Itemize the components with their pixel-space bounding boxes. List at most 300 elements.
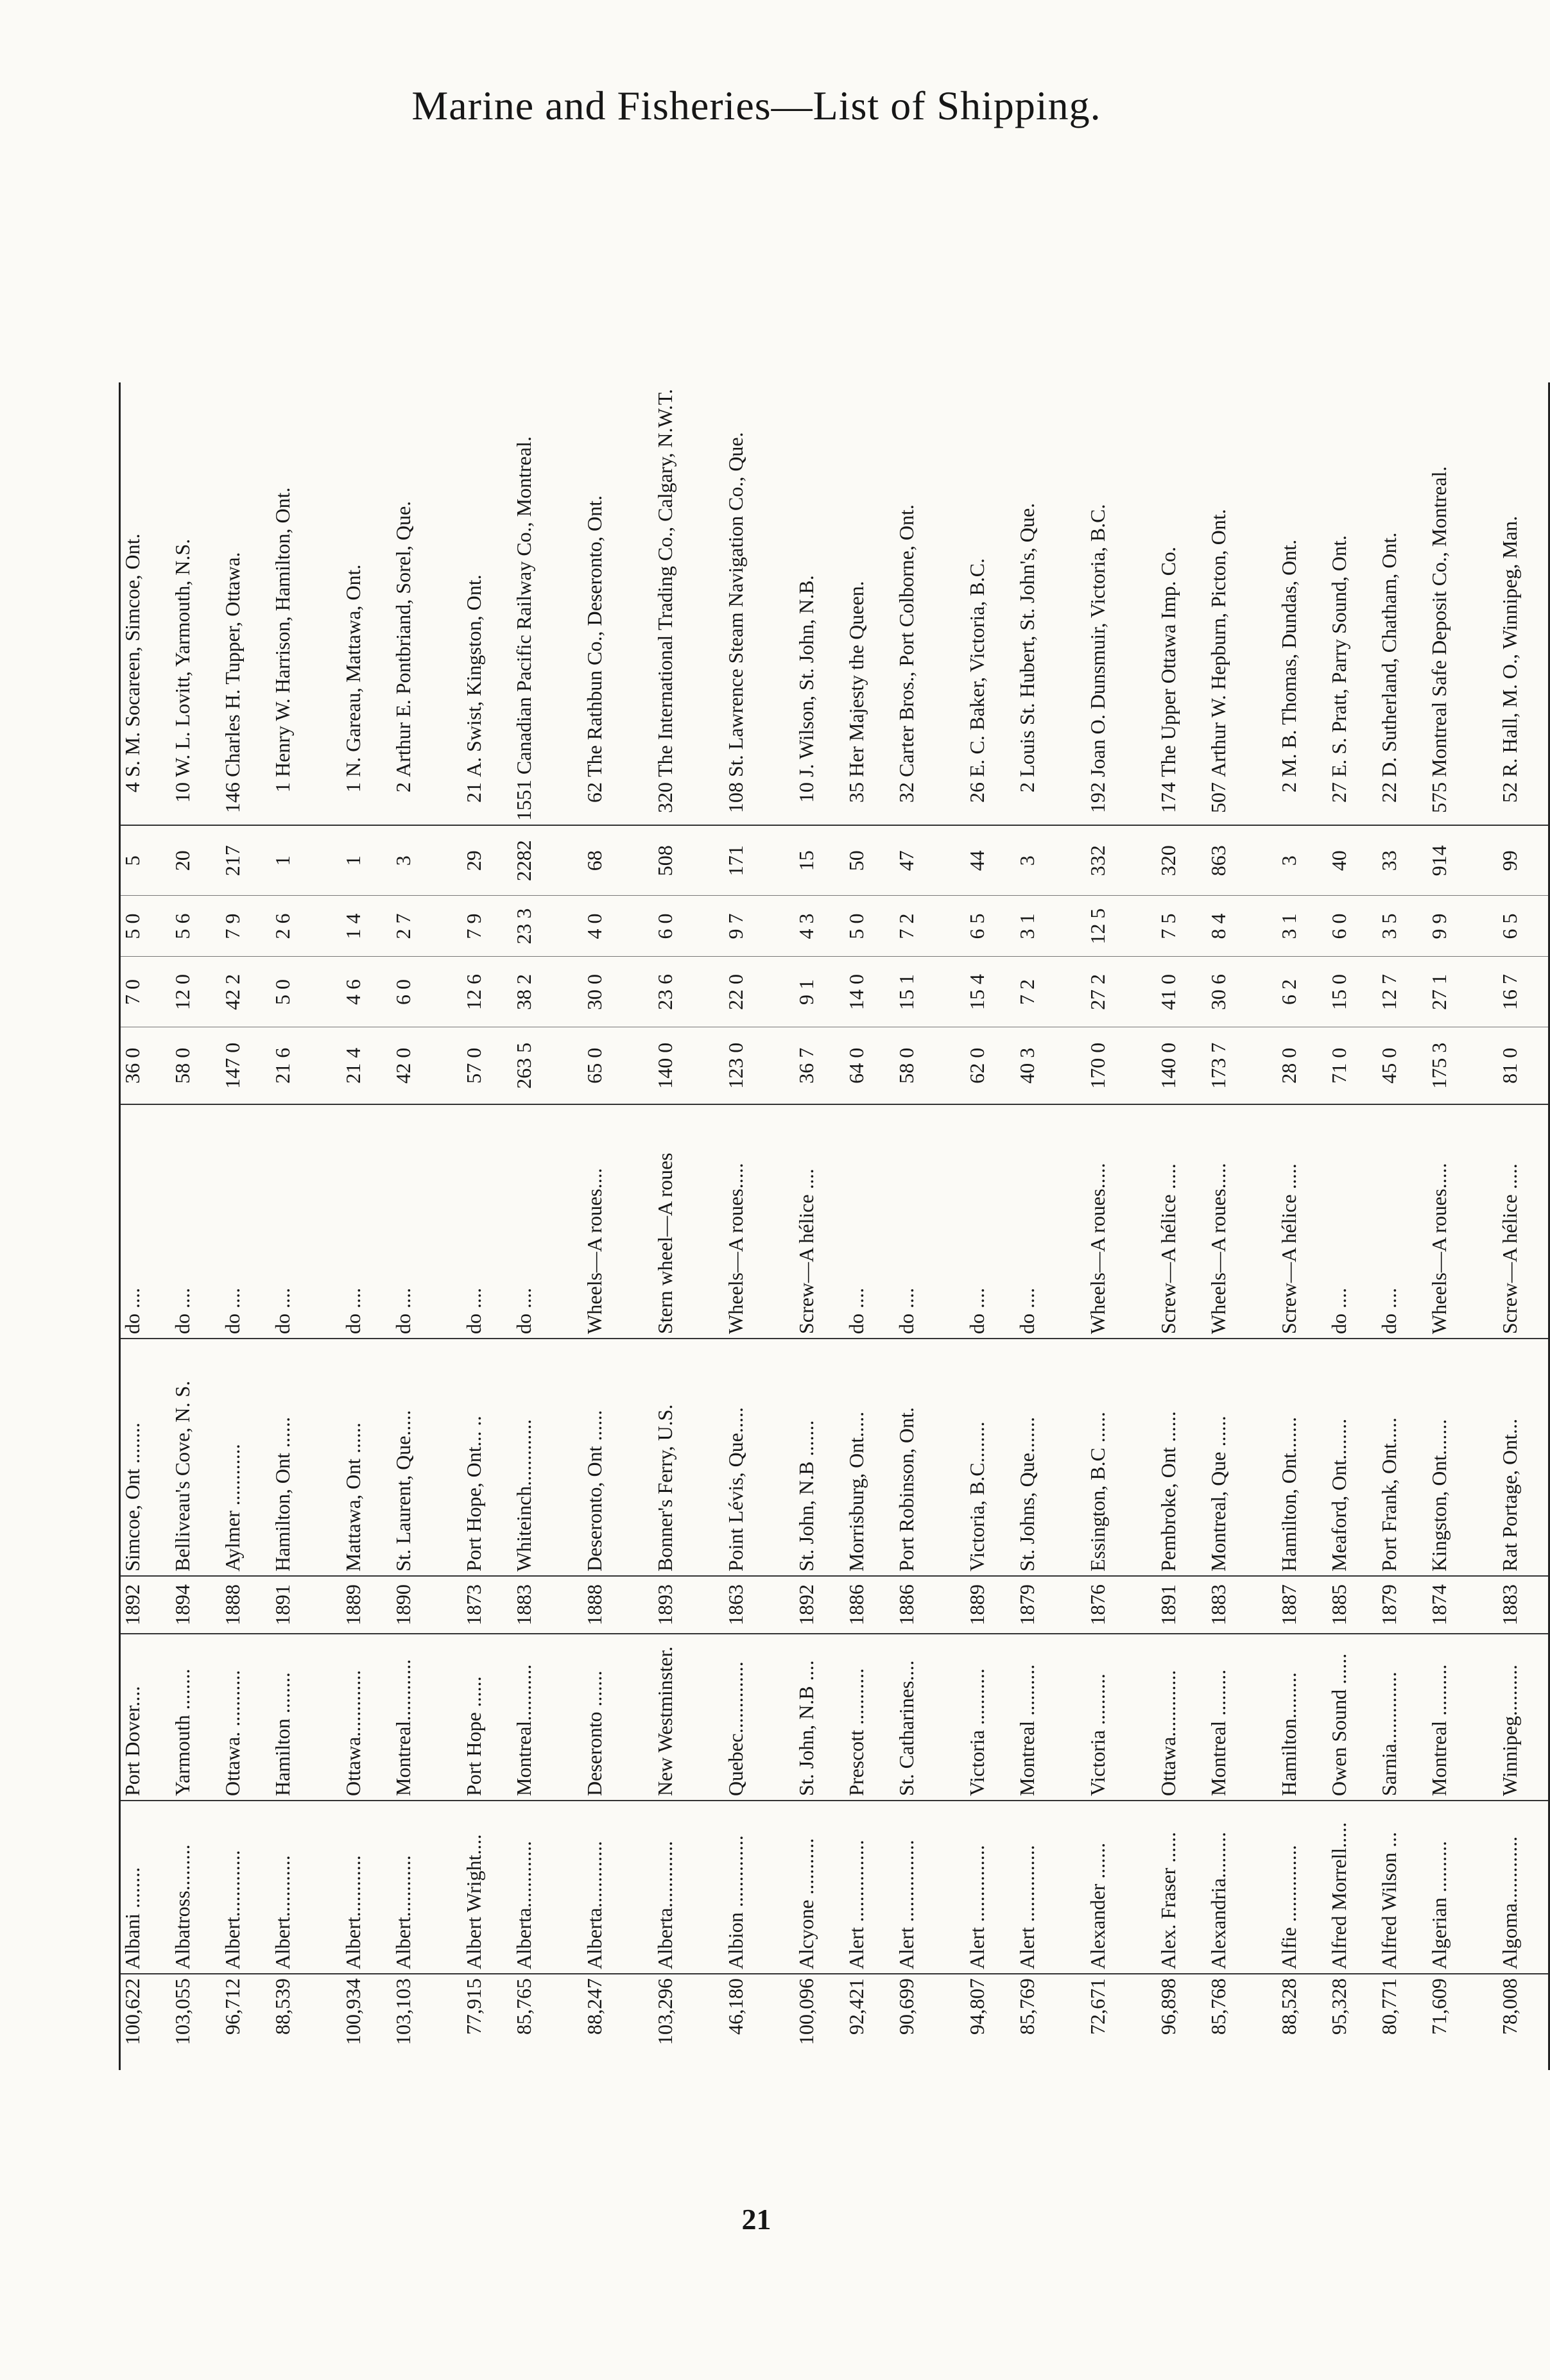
propulsion-cell: do .... <box>1377 1104 1427 1339</box>
official-number-cell: 80,771 <box>1377 1974 1427 2070</box>
breadth-cell: 15 1 <box>895 957 965 1027</box>
official-number-cell: 78,008 <box>1498 1974 1549 2070</box>
length-cell: 21 4 <box>341 1027 392 1104</box>
year-built-cell: 1863 <box>724 1576 795 1634</box>
propulsion-cell: Wheels—A roues..... <box>1427 1104 1498 1339</box>
vessel-name-cell: Alberta............. <box>653 1801 724 1974</box>
page-number: 21 <box>741 2203 771 2236</box>
port-of-registry-cell: Victoria ........... <box>965 1634 1015 1801</box>
year-built-cell: 1891 <box>271 1576 341 1634</box>
gross-tonnage-cell: 914 <box>1427 825 1498 896</box>
port-of-registry-cell: Port Hope ...... <box>462 1634 512 1801</box>
year-built-cell: 1894 <box>171 1576 221 1634</box>
length-cell: 62 0 <box>965 1027 1015 1104</box>
vessel-name-cell: Algerian .......... <box>1427 1801 1498 1974</box>
depth-cell: 2 6 <box>271 896 341 957</box>
place-built-cell: Bonner's Ferry, U.S. <box>653 1339 724 1576</box>
propulsion-cell: Wheels—A roues.... <box>583 1104 653 1339</box>
depth-cell: 5 0 <box>120 896 171 957</box>
register-tonnage-value: 1551 <box>512 780 535 821</box>
official-number-cell: 103,296 <box>653 1974 724 2070</box>
owner-cell <box>1327 382 1377 825</box>
year-built-cell: 1883 <box>512 1576 583 1634</box>
depth-cell: 8 4 <box>1207 896 1277 957</box>
breadth-cell: 12 0 <box>171 957 221 1027</box>
port-of-registry-cell: Montreal .......... <box>1015 1634 1086 1801</box>
length-cell: 65 0 <box>583 1027 653 1104</box>
owner-cell <box>512 382 583 825</box>
breadth-cell: 7 0 <box>120 957 171 1027</box>
propulsion-cell: do .... <box>462 1104 512 1339</box>
official-number-cell: 103,055 <box>171 1974 221 2070</box>
breadth-cell: 12 6 <box>462 957 512 1027</box>
vessel-name-cell: Albert Wright.... <box>462 1801 512 1974</box>
gross-tonnage-cell: 20 <box>171 825 221 896</box>
owner-cell <box>1015 382 1086 825</box>
official-number-cell: 88,247 <box>583 1974 653 2070</box>
gross-tonnage-cell: 44 <box>965 825 1015 896</box>
propulsion-cell: Screw—A hélice ..... <box>1277 1104 1327 1339</box>
year-built-cell: 1883 <box>1207 1576 1277 1634</box>
gross-tonnage-cell: 3 <box>1277 825 1327 896</box>
official-number-cell: 46,180 <box>724 1974 795 2070</box>
length-cell: 36 7 <box>795 1027 845 1104</box>
gross-tonnage-cell: 1 <box>271 825 341 896</box>
table-row <box>1157 382 1207 2070</box>
length-cell: 40 3 <box>1015 1027 1086 1104</box>
gross-tonnage-cell: 50 <box>845 825 895 896</box>
breadth-cell: 12 7 <box>1377 957 1427 1027</box>
breadth-cell: 41 0 <box>1157 957 1207 1027</box>
port-of-registry-cell: Winnipeg.......... <box>1498 1634 1549 1801</box>
place-built-cell: Simcoe, Ont ........ <box>120 1339 171 1576</box>
official-number-cell: 72,671 <box>1086 1974 1157 2070</box>
place-built-cell: Aylmer ............ <box>221 1339 271 1576</box>
register-tonnage-value: 1 <box>271 782 294 792</box>
depth-cell: 6 0 <box>1327 896 1377 957</box>
owner-name: J. Wilson, St. John, N.B. <box>795 575 818 777</box>
owner-name: R. Hall, M. O., Winnipeg, Man. <box>1498 516 1521 777</box>
vessel-name-cell: Alberta............. <box>512 1801 583 1974</box>
table-row <box>512 382 583 2070</box>
owner-cell <box>583 382 653 825</box>
place-built-cell: Montreal, Que ...... <box>1207 1339 1277 1576</box>
year-built-cell: 1886 <box>895 1576 965 1634</box>
length-cell: 28 0 <box>1277 1027 1327 1104</box>
vessel-name-cell: Albani ........ <box>120 1801 171 1974</box>
owner-cell <box>724 382 795 825</box>
depth-cell: 6 5 <box>1498 896 1549 957</box>
length-cell: 42 0 <box>392 1027 462 1104</box>
owner-cell <box>221 382 271 825</box>
length-cell: 147 0 <box>221 1027 271 1104</box>
year-built-cell: 1892 <box>120 1576 171 1634</box>
register-tonnage-value: 27 <box>1327 782 1350 803</box>
register-tonnage-value: 4 <box>121 782 144 792</box>
length-cell: 175 3 <box>1427 1027 1498 1104</box>
length-cell: 36 0 <box>120 1027 171 1104</box>
table-row <box>1207 382 1277 2070</box>
owner-name: S. M. Socareen, Simcoe, Ont. <box>121 533 144 777</box>
vessel-name-cell: Albert............. <box>221 1801 271 1974</box>
breadth-cell: 4 6 <box>341 957 392 1027</box>
register-tonnage-value: 108 <box>724 782 747 813</box>
official-number-cell: 85,765 <box>512 1974 583 2070</box>
owner-cell <box>171 382 221 825</box>
depth-cell: 9 7 <box>724 896 795 957</box>
vessel-name-cell: Albion .............. <box>724 1801 795 1974</box>
breadth-cell: 15 4 <box>965 957 1015 1027</box>
register-tonnage-value: 21 <box>462 782 485 803</box>
depth-cell: 7 9 <box>221 896 271 957</box>
port-of-registry-cell: Montreal .......... <box>1427 1634 1498 1801</box>
depth-cell: 4 3 <box>795 896 845 957</box>
length-cell: 263 5 <box>512 1027 583 1104</box>
port-of-registry-cell: Montreal........... <box>512 1634 583 1801</box>
register-tonnage-value: 22 <box>1377 782 1400 803</box>
depth-cell: 3 1 <box>1015 896 1086 957</box>
official-number-cell: 85,768 <box>1207 1974 1277 2070</box>
owner-name: The Upper Ottawa Imp. Co. <box>1157 546 1180 777</box>
propulsion-cell: Screw—A hélice ..... <box>1498 1104 1549 1339</box>
table-row <box>392 382 462 2070</box>
propulsion-cell: do .... <box>171 1104 221 1339</box>
year-built-cell: 1889 <box>341 1576 392 1634</box>
length-cell: 21 6 <box>271 1027 341 1104</box>
official-number-cell: 96,712 <box>221 1974 271 2070</box>
gross-tonnage-cell: 40 <box>1327 825 1377 896</box>
place-built-cell: Point Lévis, Que..... <box>724 1339 795 1576</box>
gross-tonnage-cell: 1 <box>341 825 392 896</box>
register-tonnage-value: 320 <box>653 782 676 813</box>
gross-tonnage-cell: 320 <box>1157 825 1207 896</box>
place-built-cell: Mattawa, Ont ...... <box>341 1339 392 1576</box>
propulsion-cell: do .... <box>845 1104 895 1339</box>
register-tonnage-value: 35 <box>845 782 868 803</box>
rotated-table-wrapper <box>119 382 1521 2070</box>
propulsion-cell: do .... <box>341 1104 392 1339</box>
vessel-name-cell: Albert............ <box>392 1801 462 1974</box>
vessel-name-cell: Alfie ............... <box>1277 1801 1327 1974</box>
propulsion-cell: do .... <box>120 1104 171 1339</box>
register-tonnage-value: 2 <box>392 782 415 792</box>
year-built-cell: 1888 <box>221 1576 271 1634</box>
vessel-name-cell: Alexandria......... <box>1207 1801 1277 1974</box>
vessel-name-cell: Albert............ <box>271 1801 341 1974</box>
official-number-cell: 100,096 <box>795 1974 845 2070</box>
owner-name: Arthur E. Pontbriand, Sorel, Que. <box>392 501 415 777</box>
port-of-registry-cell: Quebec.............. <box>724 1634 795 1801</box>
breadth-cell: 30 6 <box>1207 957 1277 1027</box>
length-cell: 58 0 <box>171 1027 221 1104</box>
length-cell: 170 0 <box>1086 1027 1157 1104</box>
shipping-table-region <box>119 382 1521 2070</box>
year-built-cell: 1890 <box>392 1576 462 1634</box>
port-of-registry-cell: Hamilton......... <box>1277 1634 1327 1801</box>
owner-name: E. S. Pratt, Parry Sound, Ont. <box>1327 535 1350 777</box>
owner-name: The International Trading Co., Calgary, N.W.T. <box>653 389 676 777</box>
gross-tonnage-cell: 3 <box>1015 825 1086 896</box>
gross-tonnage-cell: 2282 <box>512 825 583 896</box>
table-row <box>583 382 653 2070</box>
owner-cell <box>1427 382 1498 825</box>
owner-cell <box>462 382 512 825</box>
owner-name: A. Swist, Kingston, Ont. <box>462 574 485 777</box>
register-tonnage-value: 174 <box>1157 782 1180 813</box>
table-row <box>221 382 271 2070</box>
depth-cell: 7 9 <box>462 896 512 957</box>
vessel-name-cell: Alberta............. <box>583 1801 653 1974</box>
owner-name: Arthur W. Hepburn, Picton, Ont. <box>1207 509 1230 777</box>
owner-name: M. B. Thomas, Dundas, Ont. <box>1277 539 1300 777</box>
depth-cell: 3 5 <box>1377 896 1427 957</box>
propulsion-cell: do .... <box>1015 1104 1086 1339</box>
depth-cell: 5 6 <box>171 896 221 957</box>
vessel-name-cell: Alexander ....... <box>1086 1801 1157 1974</box>
owner-name: N. Gareau, Mattawa, Ont. <box>341 564 365 777</box>
port-of-registry-cell: Deseronto ....... <box>583 1634 653 1801</box>
vessel-name-cell: Alfred Wilson ... <box>1377 1801 1427 1974</box>
register-tonnage-value: 192 <box>1086 782 1109 813</box>
place-built-cell: Deseronto, Ont ...... <box>583 1339 653 1576</box>
owner-cell <box>1277 382 1327 825</box>
place-built-cell: Meaford, Ont........ <box>1327 1339 1377 1576</box>
breadth-cell: 5 0 <box>271 957 341 1027</box>
place-built-cell: Port Frank, Ont..... <box>1377 1339 1427 1576</box>
length-cell: 173 7 <box>1207 1027 1277 1104</box>
depth-cell: 7 2 <box>895 896 965 957</box>
place-built-cell: Essington, B.C ...... <box>1086 1339 1157 1576</box>
length-cell: 71 0 <box>1327 1027 1377 1104</box>
table-row <box>1086 382 1157 2070</box>
place-built-cell: Kingston, Ont....... <box>1427 1339 1498 1576</box>
gross-tonnage-cell: 217 <box>221 825 271 896</box>
gross-tonnage-cell: 3 <box>392 825 462 896</box>
breadth-cell: 6 2 <box>1277 957 1327 1027</box>
gross-tonnage-cell: 33 <box>1377 825 1427 896</box>
propulsion-cell: do .... <box>895 1104 965 1339</box>
gross-tonnage-cell: 508 <box>653 825 724 896</box>
official-number-cell: 85,769 <box>1015 1974 1086 2070</box>
gross-tonnage-cell: 99 <box>1498 825 1549 896</box>
vessel-name-cell: Albatross......... <box>171 1801 221 1974</box>
register-tonnage-value: 2 <box>1015 782 1038 792</box>
owner-cell <box>271 382 341 825</box>
port-of-registry-cell: Ottawa............. <box>341 1634 392 1801</box>
vessel-name-cell: Alert ............... <box>1015 1801 1086 1974</box>
owner-name: W. L. Lovitt, Yarmouth, N.S. <box>171 538 194 777</box>
port-of-registry-cell: Sarnia.............. <box>1377 1634 1427 1801</box>
register-tonnage-value: 62 <box>583 782 606 803</box>
length-cell: 140 0 <box>1157 1027 1207 1104</box>
breadth-cell: 30 0 <box>583 957 653 1027</box>
depth-cell: 7 5 <box>1157 896 1207 957</box>
table-row <box>271 382 341 2070</box>
year-built-cell: 1879 <box>1015 1576 1086 1634</box>
gross-tonnage-cell: 171 <box>724 825 795 896</box>
gross-tonnage-cell: 332 <box>1086 825 1157 896</box>
breadth-cell: 7 2 <box>1015 957 1086 1027</box>
owner-name: E. C. Baker, Victoria, B.C. <box>965 558 988 777</box>
length-cell: 45 0 <box>1377 1027 1427 1104</box>
vessel-name-cell: Alert ................ <box>845 1801 895 1974</box>
breadth-cell: 27 1 <box>1427 957 1498 1027</box>
table-row <box>1015 382 1086 2070</box>
vessel-name-cell: Albert............ <box>341 1801 392 1974</box>
length-cell: 58 0 <box>895 1027 965 1104</box>
depth-cell: 4 0 <box>583 896 653 957</box>
page-title: Marine and Fisheries—List of Shipping. <box>411 83 1101 128</box>
owner-cell <box>795 382 845 825</box>
gross-tonnage-cell: 29 <box>462 825 512 896</box>
table-row <box>895 382 965 2070</box>
table-row <box>845 382 895 2070</box>
place-built-cell: St. Laurent, Que..... <box>392 1339 462 1576</box>
place-built-cell: Belliveau's Cove, N. S. <box>171 1339 221 1576</box>
table-row <box>724 382 795 2070</box>
breadth-cell: 38 2 <box>512 957 583 1027</box>
table-row <box>795 382 845 2070</box>
breadth-cell: 15 0 <box>1327 957 1377 1027</box>
table-row <box>1427 382 1498 2070</box>
official-number-cell: 90,699 <box>895 1974 965 2070</box>
owner-name: Joan O. Dunsmuir, Victoria, B.C. <box>1086 504 1109 777</box>
place-built-cell: St. John, N.B ....... <box>795 1339 845 1576</box>
port-of-registry-cell: St. John, N.B .... <box>795 1634 845 1801</box>
breadth-cell: 22 0 <box>724 957 795 1027</box>
breadth-cell: 16 7 <box>1498 957 1549 1027</box>
owner-cell <box>341 382 392 825</box>
register-tonnage-value: 507 <box>1207 782 1230 813</box>
breadth-cell: 27 2 <box>1086 957 1157 1027</box>
port-of-registry-cell: Prescott ........... <box>845 1634 895 1801</box>
port-of-registry-cell: Victoria .......... <box>1086 1634 1157 1801</box>
official-number-cell: 88,539 <box>271 1974 341 2070</box>
gross-tonnage-cell: 5 <box>120 825 171 896</box>
depth-cell: 5 0 <box>845 896 895 957</box>
year-built-cell: 1879 <box>1377 1576 1427 1634</box>
port-of-registry-cell: Ottawa............. <box>1157 1634 1207 1801</box>
table-row <box>1277 382 1327 2070</box>
propulsion-cell: do .... <box>1327 1104 1377 1339</box>
propulsion-cell: do .... <box>392 1104 462 1339</box>
port-of-registry-cell: Port Dover.... <box>120 1634 171 1801</box>
table-row <box>341 382 392 2070</box>
table-row <box>653 382 724 2070</box>
vessel-name-cell: Alert ................ <box>895 1801 965 1974</box>
propulsion-cell: Wheels—A roues..... <box>724 1104 795 1339</box>
breadth-cell: 9 1 <box>795 957 845 1027</box>
gross-tonnage-cell: 863 <box>1207 825 1277 896</box>
propulsion-cell: Stern wheel—A roues <box>653 1104 724 1339</box>
owner-name: Carter Bros., Port Colborne, Ont. <box>895 504 918 777</box>
year-built-cell: 1892 <box>795 1576 845 1634</box>
owner-name: Louis St. Hubert, St. John's, Que. <box>1015 502 1038 777</box>
depth-cell: 3 1 <box>1277 896 1327 957</box>
vessel-name-cell: Algoma............. <box>1498 1801 1549 1974</box>
depth-cell: 6 0 <box>653 896 724 957</box>
place-built-cell: Hamilton, Ont ...... <box>271 1339 341 1576</box>
register-tonnage-value: 26 <box>965 782 988 803</box>
owner-cell <box>965 382 1015 825</box>
length-cell: 64 0 <box>845 1027 895 1104</box>
table-body <box>120 382 1549 2070</box>
port-of-registry-cell: St. Catharines.... <box>895 1634 965 1801</box>
owner-cell <box>392 382 462 825</box>
register-tonnage-value: 10 <box>171 782 194 803</box>
register-tonnage-value: 1 <box>341 782 365 792</box>
official-number-cell: 92,421 <box>845 1974 895 2070</box>
owner-name: Her Majesty the Queen. <box>845 581 868 777</box>
length-cell: 140 0 <box>653 1027 724 1104</box>
official-number-cell: 77,915 <box>462 1974 512 2070</box>
official-number-cell: 94,807 <box>965 1974 1015 2070</box>
year-built-cell: 1874 <box>1427 1576 1498 1634</box>
owner-name: D. Sutherland, Chatham, Ont. <box>1377 532 1400 777</box>
table-row <box>1327 382 1377 2070</box>
place-built-cell: Whiteinch............. <box>512 1339 583 1576</box>
depth-cell: 23 3 <box>512 896 583 957</box>
register-tonnage-value: 2 <box>1277 782 1300 792</box>
table-row <box>1377 382 1427 2070</box>
vessel-name-cell: Alert ............... <box>965 1801 1015 1974</box>
owner-cell <box>895 382 965 825</box>
table-row <box>965 382 1015 2070</box>
vessel-name-cell: Alcyone ........... <box>795 1801 845 1974</box>
port-of-registry-cell: Hamilton ........ <box>271 1634 341 1801</box>
place-built-cell: Victoria, B.C........ <box>965 1339 1015 1576</box>
official-number-cell: 71,609 <box>1427 1974 1498 2070</box>
register-tonnage-value: 32 <box>895 782 918 803</box>
year-built-cell: 1885 <box>1327 1576 1377 1634</box>
owner-cell <box>1377 382 1427 825</box>
gross-tonnage-cell: 15 <box>795 825 845 896</box>
place-built-cell: St. Johns, Que....... <box>1015 1339 1086 1576</box>
propulsion-cell: Wheels—A roues..... <box>1207 1104 1277 1339</box>
year-built-cell: 1873 <box>462 1576 512 1634</box>
vessel-name-cell: Alex. Fraser ...... <box>1157 1801 1207 1974</box>
propulsion-cell: Wheels—A roues..... <box>1086 1104 1157 1339</box>
place-built-cell: Morrisburg, Ont..... <box>845 1339 895 1576</box>
owner-cell <box>845 382 895 825</box>
breadth-cell: 23 6 <box>653 957 724 1027</box>
owner-cell <box>1498 382 1549 825</box>
gross-tonnage-cell: 68 <box>583 825 653 896</box>
owner-name: The Rathbun Co., Deseronto, Ont. <box>583 495 606 777</box>
length-cell: 81 0 <box>1498 1027 1549 1104</box>
official-number-cell: 100,622 <box>120 1974 171 2070</box>
breadth-cell: 42 2 <box>221 957 271 1027</box>
propulsion-cell: Screw—A hélice .... <box>795 1104 845 1339</box>
propulsion-cell: do .... <box>512 1104 583 1339</box>
gross-tonnage-cell: 47 <box>895 825 965 896</box>
breadth-cell: 14 0 <box>845 957 895 1027</box>
place-built-cell: Port Robinson, Ont. <box>895 1339 965 1576</box>
place-built-cell: Pembroke, Ont ...... <box>1157 1339 1207 1576</box>
official-number-cell: 96,898 <box>1157 1974 1207 2070</box>
owner-cell <box>653 382 724 825</box>
length-cell: 57 0 <box>462 1027 512 1104</box>
port-of-registry-cell: Montreal............ <box>392 1634 462 1801</box>
official-number-cell: 100,934 <box>341 1974 392 2070</box>
table-row <box>171 382 221 2070</box>
table-row <box>462 382 512 2070</box>
owner-name: St. Lawrence Steam Navigation Co., Que. <box>724 432 747 777</box>
year-built-cell: 1893 <box>653 1576 724 1634</box>
year-built-cell: 1888 <box>583 1576 653 1634</box>
owner-cell <box>1157 382 1207 825</box>
table-row <box>1498 382 1549 2070</box>
